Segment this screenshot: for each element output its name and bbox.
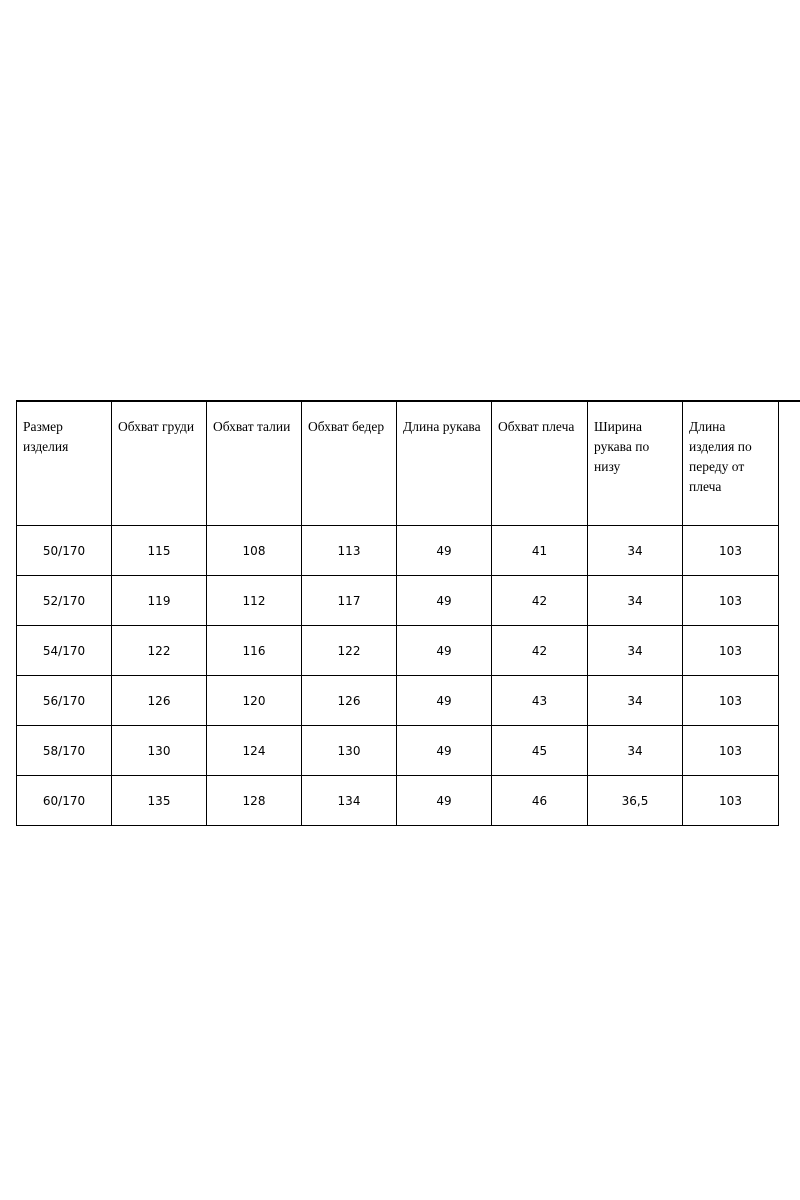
cell-size: 58/170: [17, 726, 112, 776]
cell-waist: 116: [207, 626, 302, 676]
header-hips: [302, 402, 397, 526]
header-chest: [112, 402, 207, 526]
cell-sleeve-length: 49: [397, 776, 492, 826]
cell-sleeve-length: 49: [397, 626, 492, 676]
cell-size: 56/170: [17, 676, 112, 726]
cell-shoulder: 42: [492, 626, 588, 676]
header-waist: [207, 402, 302, 526]
cell-sleeve-width: 34: [588, 576, 683, 626]
cell-hips: 113: [302, 526, 397, 576]
cell-waist: 124: [207, 726, 302, 776]
header-waist-label: Обхват талии: [213, 419, 291, 434]
cell-shoulder: 41: [492, 526, 588, 576]
header-garment-length: [683, 402, 779, 526]
cell-garment-length: 103: [683, 676, 779, 726]
header-shoulder-label: Обхват плеча: [498, 419, 575, 434]
cell-sleeve-width: 36,5: [588, 776, 683, 826]
cell-waist: 120: [207, 676, 302, 726]
cell-size: 60/170: [17, 776, 112, 826]
header-shoulder: [492, 402, 588, 526]
cell-sleeve-length: 49: [397, 676, 492, 726]
cell-size: 54/170: [17, 626, 112, 676]
header-row: [17, 402, 779, 526]
table-row: [17, 676, 779, 726]
table-row: [17, 576, 779, 626]
cell-chest: 115: [112, 526, 207, 576]
cell-hips: 126: [302, 676, 397, 726]
cell-waist: 128: [207, 776, 302, 826]
cell-hips: 134: [302, 776, 397, 826]
table-row: [17, 526, 779, 576]
cell-waist: 108: [207, 526, 302, 576]
cell-sleeve-width: 34: [588, 726, 683, 776]
cell-garment-length: 103: [683, 576, 779, 626]
cell-garment-length: 103: [683, 776, 779, 826]
cell-garment-length: 103: [683, 526, 779, 576]
header-garment-length-label: Длина изделия по переду от плеча: [689, 419, 752, 494]
table-row: [17, 726, 779, 776]
cell-hips: 117: [302, 576, 397, 626]
cell-shoulder: 46: [492, 776, 588, 826]
header-sleeve-length-label: Длина рукава: [403, 419, 481, 434]
cell-sleeve-length: 49: [397, 526, 492, 576]
cell-hips: 122: [302, 626, 397, 676]
cell-waist: 112: [207, 576, 302, 626]
header-sleeve-width-label: Ширина рукава по низу: [594, 419, 650, 474]
cell-sleeve-width: 34: [588, 626, 683, 676]
header-chest-label: Обхват груди: [118, 419, 195, 434]
cell-sleeve-length: 49: [397, 576, 492, 626]
cell-shoulder: 45: [492, 726, 588, 776]
cell-hips: 130: [302, 726, 397, 776]
cell-garment-length: 103: [683, 726, 779, 776]
cell-shoulder: 43: [492, 676, 588, 726]
header-size-label: Размер изделия: [23, 419, 69, 454]
cell-chest: 122: [112, 626, 207, 676]
header-sleeve-width: [588, 402, 683, 526]
cell-shoulder: 42: [492, 576, 588, 626]
header-sleeve-length: [397, 402, 492, 526]
cell-size: 52/170: [17, 576, 112, 626]
header-size: [17, 402, 112, 526]
table-row: [17, 626, 779, 676]
cell-chest: 126: [112, 676, 207, 726]
cell-sleeve-length: 49: [397, 726, 492, 776]
cell-garment-length: 103: [683, 626, 779, 676]
header-hips-label: Обхват бедер: [308, 419, 385, 434]
cell-chest: 135: [112, 776, 207, 826]
cell-sleeve-width: 34: [588, 526, 683, 576]
table-row: [17, 776, 779, 826]
cell-size: 50/170: [17, 526, 112, 576]
cell-chest: 130: [112, 726, 207, 776]
cell-chest: 119: [112, 576, 207, 626]
size-chart-table: [16, 401, 779, 826]
cell-sleeve-width: 34: [588, 676, 683, 726]
